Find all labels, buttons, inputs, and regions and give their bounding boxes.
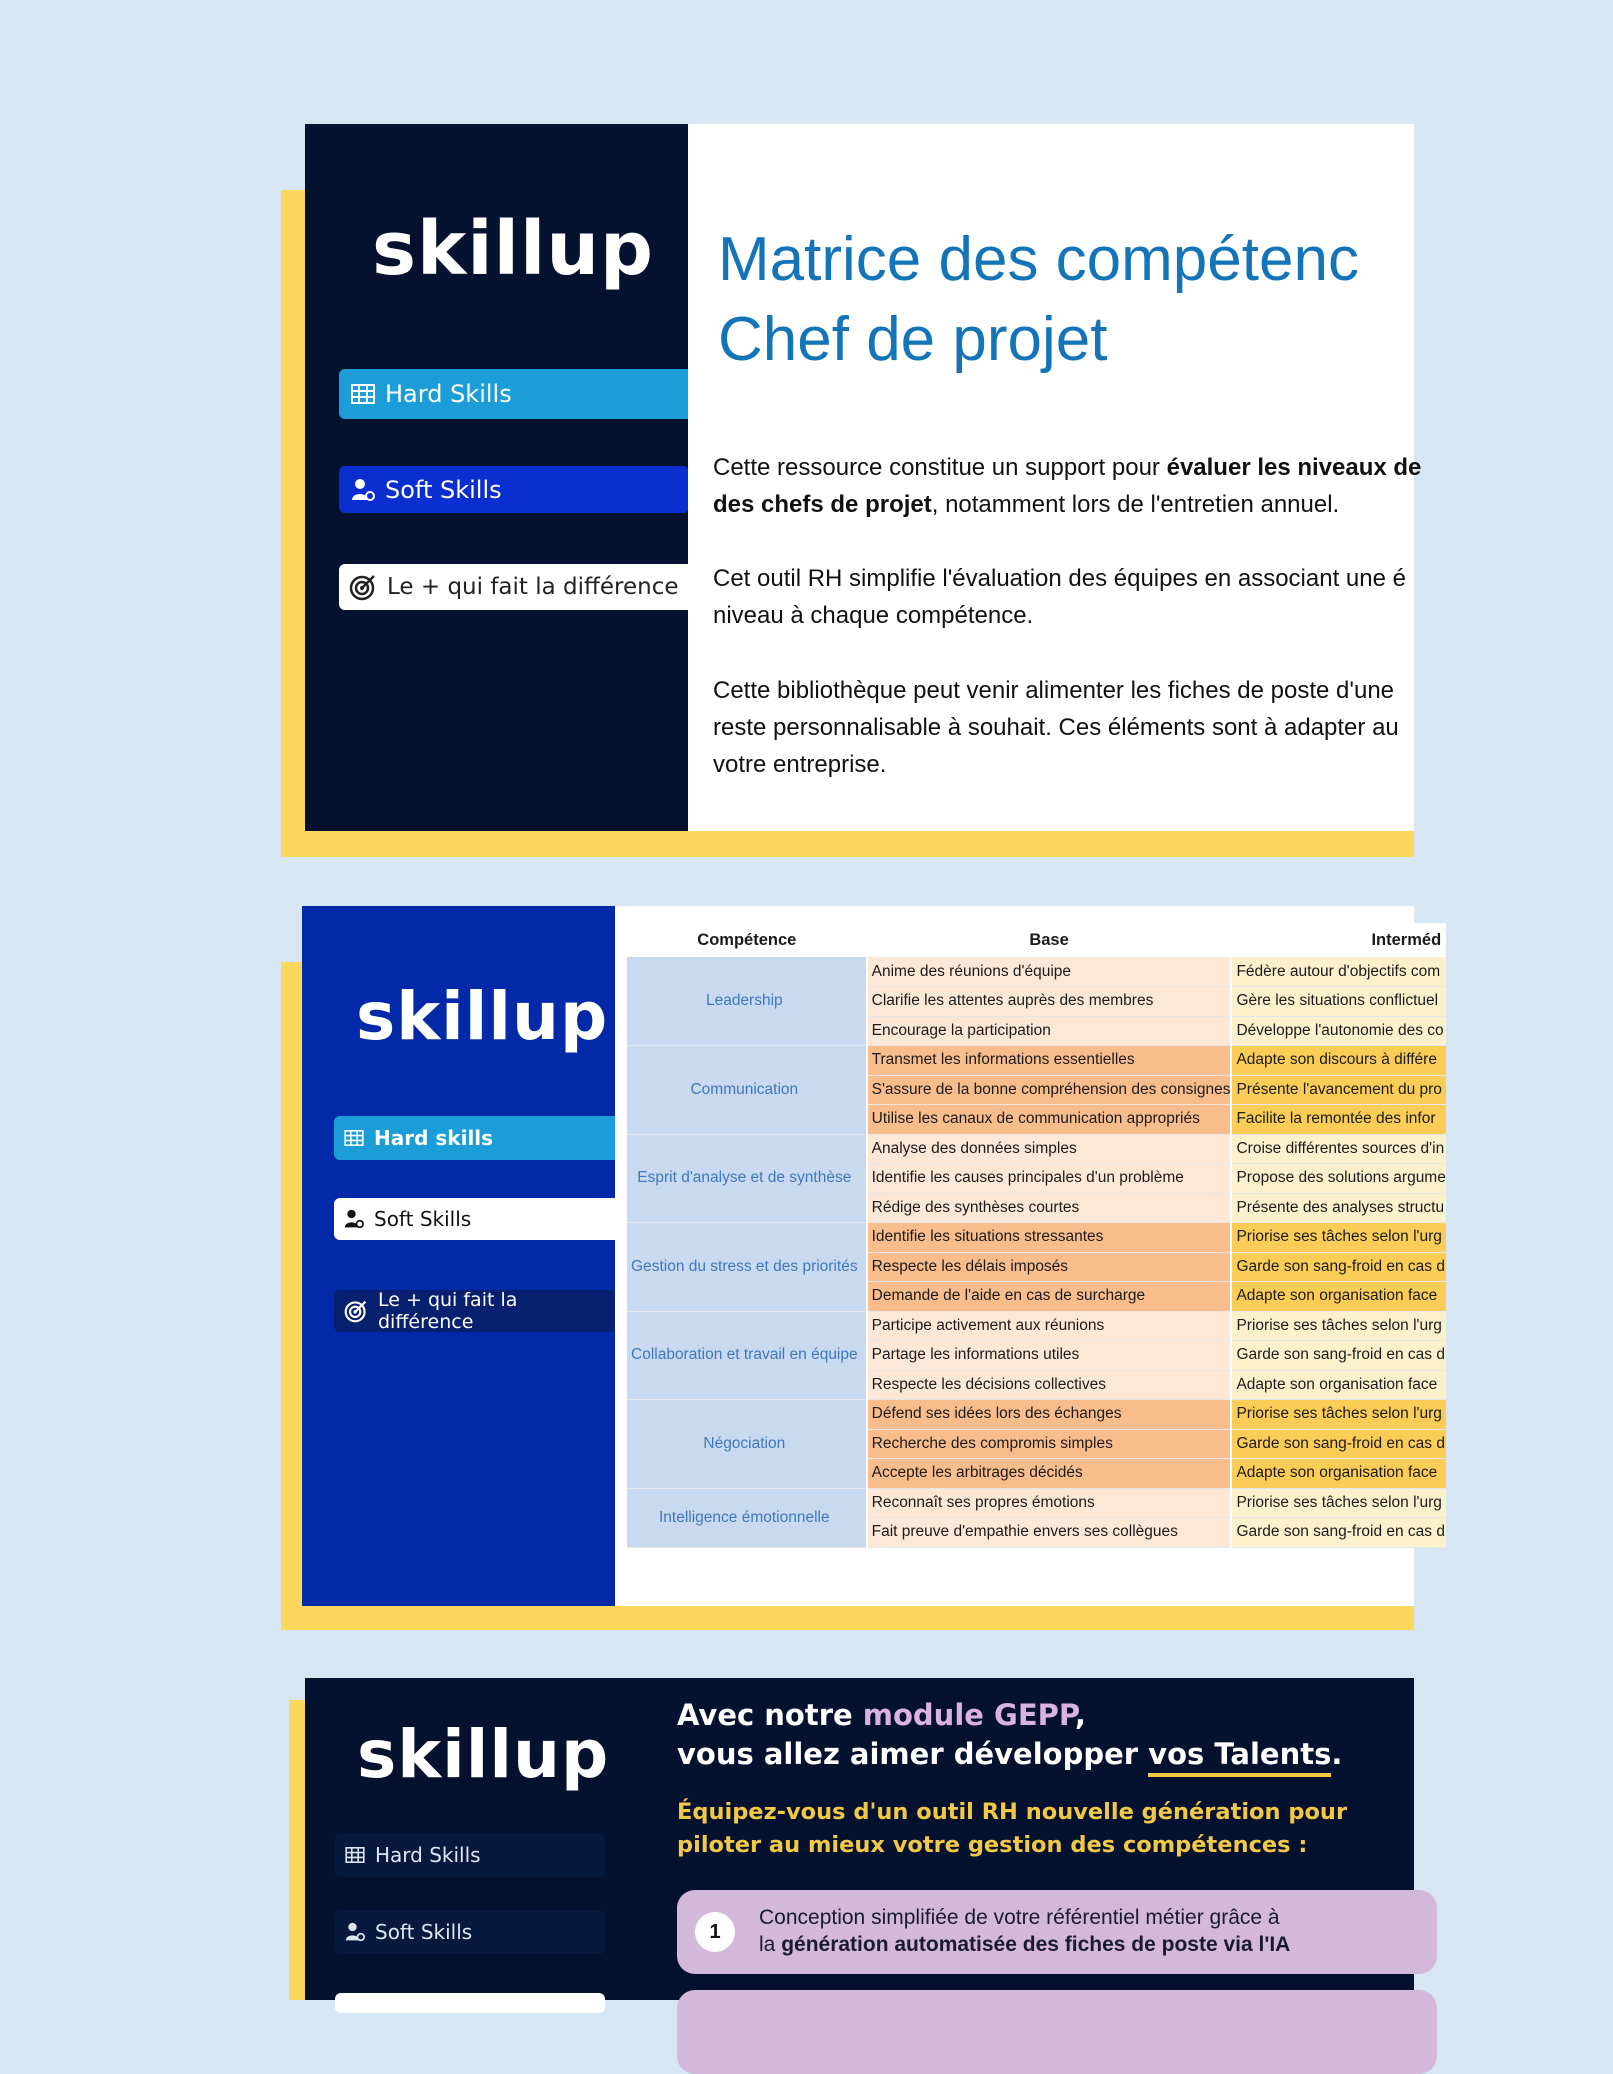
- promo-heading-line-2: vous allez aimer développer vos Talents.: [677, 1737, 1342, 1771]
- intro-paragraph-1: Cette ressource constitue un support pour évaluer les niveaux de des chefs de projet, notamment lors de l'entretien annuel.: [713, 454, 1422, 518]
- nav-hard-skills[interactable]: [335, 1833, 605, 1877]
- competence-name: Gestion du stress et des priorités: [627, 1223, 867, 1312]
- base-level-cell: Utilise les canaux de communication appropriés: [867, 1105, 1232, 1135]
- intermediate-level-cell: Garde son sang-froid en cas d: [1231, 1341, 1445, 1371]
- table-row: [627, 1311, 1446, 1341]
- base-level-cell: Encourage la participation: [867, 1016, 1232, 1046]
- page-title: [718, 220, 1359, 380]
- intermediate-level-cell: Adapte son organisation face: [1231, 1370, 1445, 1400]
- table-icon: [345, 1847, 365, 1863]
- person-gear-icon: [344, 1209, 364, 1229]
- nav-soft-skills[interactable]: [335, 1910, 605, 1954]
- intermediate-level-cell: Garde son sang-froid en cas d: [1231, 1252, 1445, 1282]
- intermediate-level-cell: Présente l'avancement du pro: [1231, 1075, 1445, 1105]
- skillup-logo: skillup: [372, 206, 655, 292]
- intermediate-level-cell: Facilite la remontée des infor: [1231, 1105, 1445, 1135]
- intro-paragraph-2: Cet outil RH simplifie l'évaluation des équipes en associant une é niveau à chaque compétence.: [713, 565, 1406, 629]
- skillup-logo: skillup: [357, 1716, 610, 1793]
- skillup-logo: skillup: [356, 978, 609, 1055]
- panel3-sidebar: [305, 1678, 635, 2000]
- table-row: [627, 1134, 1446, 1164]
- base-level-cell: Demande de l'aide en cas de surcharge: [867, 1282, 1232, 1312]
- base-level-cell: Recherche des compromis simples: [867, 1429, 1232, 1459]
- base-level-cell: Accepte les arbitrages décidés: [867, 1459, 1232, 1489]
- nav-soft-skills-label: Soft Skills: [385, 475, 502, 504]
- nav-soft-skills-label: Soft Skills: [375, 1920, 473, 1944]
- feature-item-1: [677, 1890, 1437, 1974]
- panel2-sidebar: [302, 906, 615, 1606]
- panel2-content: [615, 906, 1446, 1606]
- intermediate-level-cell: Présente des analyses structu: [1231, 1193, 1445, 1223]
- intermediate-level-cell: Adapte son organisation face: [1231, 1282, 1445, 1312]
- intermediate-level-cell: Propose des solutions argume: [1231, 1164, 1445, 1194]
- header-intermediate: Interméd: [1231, 923, 1445, 957]
- competence-name: Collaboration et travail en équipe: [627, 1311, 867, 1400]
- table-row: [627, 1046, 1446, 1076]
- nav-hard-skills-label: Hard Skills: [375, 1843, 481, 1867]
- nav-plus-difference[interactable]: [335, 1993, 605, 2013]
- person-gear-icon: [351, 478, 375, 502]
- competence-name: Négociation: [627, 1400, 867, 1489]
- panel1-content: [688, 124, 1422, 831]
- competence-name: Communication: [627, 1046, 867, 1135]
- intro-paragraph-3: Cette bibliothèque peut venir alimenter les fiches de poste d'une reste personnalisable à souhait. Ces éléments sont à adapter au votre entreprise.: [713, 677, 1399, 778]
- intermediate-level-cell: Priorise ses tâches selon l'urg: [1231, 1400, 1445, 1430]
- intermediate-level-cell: Adapte son organisation face: [1231, 1459, 1445, 1489]
- intermediate-level-cell: Priorise ses tâches selon l'urg: [1231, 1223, 1445, 1253]
- base-level-cell: Analyse des données simples: [867, 1134, 1232, 1164]
- base-level-cell: Clarifie les attentes auprès des membres: [867, 987, 1232, 1017]
- base-level-cell: S'assure de la bonne compréhension des consignes: [867, 1075, 1232, 1105]
- header-base: Base: [867, 923, 1232, 957]
- talents-highlight: vos Talents: [1148, 1737, 1331, 1777]
- title-line-2: Chef de projet: [718, 305, 1108, 374]
- base-level-cell: Rédige des synthèses courtes: [867, 1193, 1232, 1223]
- competence-matrix: [627, 923, 1446, 1548]
- base-level-cell: Identifie les causes principales d'un problème: [867, 1164, 1232, 1194]
- base-level-cell: Défend ses idées lors des échanges: [867, 1400, 1232, 1430]
- table-icon: [344, 1130, 364, 1146]
- base-level-cell: Partage les informations utiles: [867, 1341, 1232, 1371]
- intermediate-level-cell: Priorise ses tâches selon l'urg: [1231, 1488, 1445, 1518]
- base-level-cell: Respecte les délais imposés: [867, 1252, 1232, 1282]
- nav-soft-skills[interactable]: [339, 466, 689, 513]
- intermediate-level-cell: Développe l'autonomie des co: [1231, 1016, 1445, 1046]
- intermediate-level-cell: Adapte son discours à différe: [1231, 1046, 1445, 1076]
- panel1-sidebar: [305, 124, 688, 831]
- base-level-cell: Identifie les situations stressantes: [867, 1223, 1232, 1253]
- table-row: [627, 957, 1446, 987]
- header-competence: Compétence: [627, 923, 867, 957]
- title-line-1: Matrice des compétenc: [718, 225, 1359, 294]
- intermediate-level-cell: Gère les situations conflictuel: [1231, 987, 1445, 1017]
- base-level-cell: Participe activement aux réunions: [867, 1311, 1232, 1341]
- nav-hard-skills-label: Hard skills: [374, 1126, 494, 1150]
- nav-hard-skills[interactable]: [334, 1116, 624, 1160]
- nav-soft-skills-label: Soft Skills: [374, 1207, 472, 1231]
- feature-number: 1: [695, 1912, 735, 1952]
- competence-name: Esprit d'analyse et de synthèse: [627, 1134, 867, 1223]
- nav-plus-difference[interactable]: [334, 1290, 616, 1332]
- table-row: [627, 1223, 1446, 1253]
- nav-plus-difference-label: Le + qui fait la différence: [378, 1289, 518, 1333]
- promo-subheading: Équipez-vous d'un outil RH nouvelle génération pour piloter au mieux votre gestion des compétences :: [677, 1799, 1348, 1858]
- panel3-content: [635, 1678, 1414, 2000]
- nav-hard-skills-label: Hard Skills: [385, 380, 512, 408]
- person-gear-icon: [345, 1922, 365, 1942]
- nav-hard-skills[interactable]: [339, 369, 699, 419]
- promo-heading-line-1: Avec notre module GEPP,: [677, 1698, 1086, 1732]
- table-row: [627, 1400, 1446, 1430]
- intermediate-level-cell: Garde son sang-froid en cas d: [1231, 1429, 1445, 1459]
- nav-soft-skills[interactable]: [334, 1198, 624, 1240]
- base-level-cell: Anime des réunions d'équipe: [867, 957, 1232, 987]
- feature-item-2: [677, 1990, 1437, 2074]
- base-level-cell: Fait preuve d'empathie envers ses collègues: [867, 1518, 1232, 1548]
- competence-name: Leadership: [627, 957, 867, 1046]
- target-icon: [344, 1299, 368, 1323]
- intermediate-level-cell: Priorise ses tâches selon l'urg: [1231, 1311, 1445, 1341]
- base-level-cell: Reconnaît ses propres émotions: [867, 1488, 1232, 1518]
- nav-plus-difference[interactable]: [339, 564, 699, 610]
- base-level-cell: Transmet les informations essentielles: [867, 1046, 1232, 1076]
- table-row: [627, 1488, 1446, 1518]
- nav-plus-difference-label: Le + qui fait la différence: [387, 574, 679, 600]
- table-icon: [351, 384, 375, 404]
- intermediate-level-cell: Garde son sang-froid en cas d: [1231, 1518, 1445, 1548]
- competence-name: Intelligence émotionnelle: [627, 1488, 867, 1547]
- intermediate-level-cell: Croise différentes sources d'in: [1231, 1134, 1445, 1164]
- intermediate-level-cell: Fédère autour d'objectifs com: [1231, 957, 1445, 987]
- target-icon: [349, 573, 377, 601]
- feature-text: Conception simplifiée de votre référentiel métier grâce à la génération automatisée des fiches de poste via l'IA: [759, 1906, 1291, 1956]
- base-level-cell: Respecte les décisions collectives: [867, 1370, 1232, 1400]
